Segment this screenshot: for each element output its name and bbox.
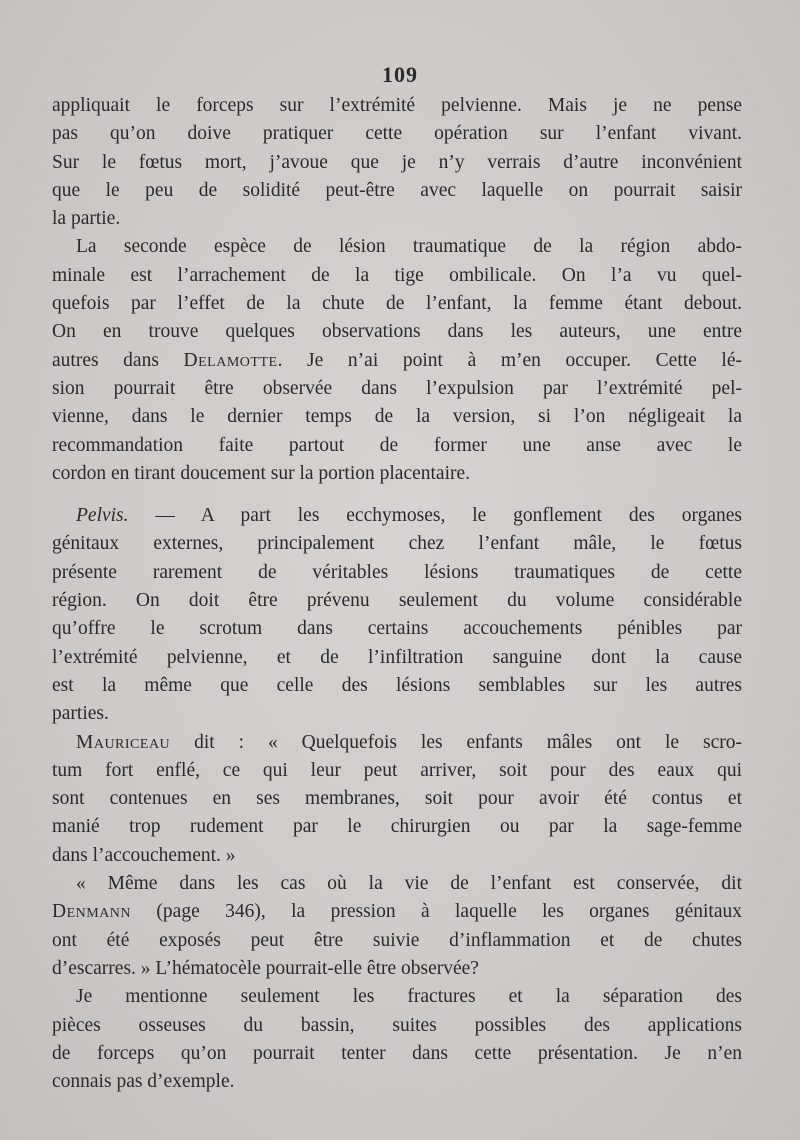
text-line-with-heading: Pelvis. — A part les ecchymoses, le gonflement des organes (76, 505, 742, 527)
text-line-with-author: autres dans Delamotte. Je n’ai point à m’en occuper. Cette lé- (52, 349, 742, 371)
text-line-with-author: Denmann (page 346), la pression à laquelle les organes génitaux (52, 901, 742, 923)
text-line: On en trouve quelques observations dans les auteurs, une entre (52, 321, 742, 343)
text-line: recommandation faite partout de former une anse avec le (52, 434, 742, 456)
text-line: que le peu de solidité peut-être avec laquelle on pourrait saisir (52, 179, 742, 201)
text-line: est la même que celle des lésions semblables sur les autres (52, 674, 742, 696)
text-line: quefois par l’effet de la chute de l’enfant, la femme étant debout. (52, 293, 742, 315)
text-line: cordon en tirant doucement sur la portion placentaire. (52, 462, 471, 484)
text-line: « Même dans les cas où la vie de l’enfant est conservée, dit (76, 873, 742, 895)
text-line: La seconde espèce de lésion traumatique de la région abdo- (76, 236, 742, 258)
text-line: de forceps qu’on pourrait tenter dans cette présentation. Je n’en (52, 1042, 742, 1064)
text-line: présente rarement de véritables lésions traumatiques de cette (52, 561, 742, 583)
text-line: Sur le fœtus mort, j’avoue que je n’y verrais d’autre inconvénient (52, 151, 742, 173)
author-name: Denmann (52, 901, 132, 923)
text-line: parties. (52, 703, 109, 725)
text-line: génitaux externes, principalement chez l’enfant mâle, le fœtus (52, 533, 742, 555)
text-line: appliquait le forceps sur l’extrémité pelvienne. Mais je ne pense (52, 95, 742, 116)
text-line: pièces osseuses du bassin, suites possibles des applications (52, 1014, 742, 1036)
text-line: d’escarres. » L’hématocèle pourrait-elle être observée? (52, 957, 479, 979)
text-line: vienne, dans le dernier temps de la version, si l’on négligeait la (52, 406, 742, 428)
text-line: connais pas d’exemple. (52, 1071, 235, 1093)
text-line: région. On doit être prévenu seulement du volume considérable (52, 590, 742, 612)
text-line: manié trop rudement par le chirurgien ou par la sage-femme (52, 816, 742, 838)
text-line: qu’offre le scrotum dans certains accouchements pénibles par (52, 618, 742, 640)
body-text (52, 92, 742, 1096)
text-line: la partie. (52, 208, 121, 230)
text-line: Je mentionne seulement les fractures et la séparation des (76, 986, 742, 1008)
page-number: 109 (382, 62, 418, 87)
text-line: dans l’accouchement. » (52, 844, 236, 866)
text-line: l’extrémité pelvienne, et de l’infiltration sanguine dont la cause (52, 646, 742, 668)
text-line: minale est l’arrachement de la tige ombilicale. On l’a vu quel- (52, 264, 742, 286)
text-line-with-author: Mauriceau dit : « Quelquefois les enfants mâles ont le scro- (76, 731, 742, 753)
text-line: ont été exposés peut être suivie d’inflammation et de chutes (52, 929, 742, 951)
text-line: pas qu’on doive pratiquer cette opération sur l’enfant vivant. (52, 123, 742, 145)
section-heading: Pelvis. (76, 505, 129, 527)
author-name: Delamotte (183, 349, 278, 371)
text-line: sion pourrait être observée dans l’expulsion par l’extrémité pel- (52, 377, 742, 399)
text-line: sont contenues en ses membranes, soit pour avoir été contus et (52, 788, 742, 810)
author-name: Mauriceau (76, 731, 171, 753)
text-line: tum fort enflé, ce qui leur peut arriver, soit pour des eaux qui (52, 759, 742, 781)
